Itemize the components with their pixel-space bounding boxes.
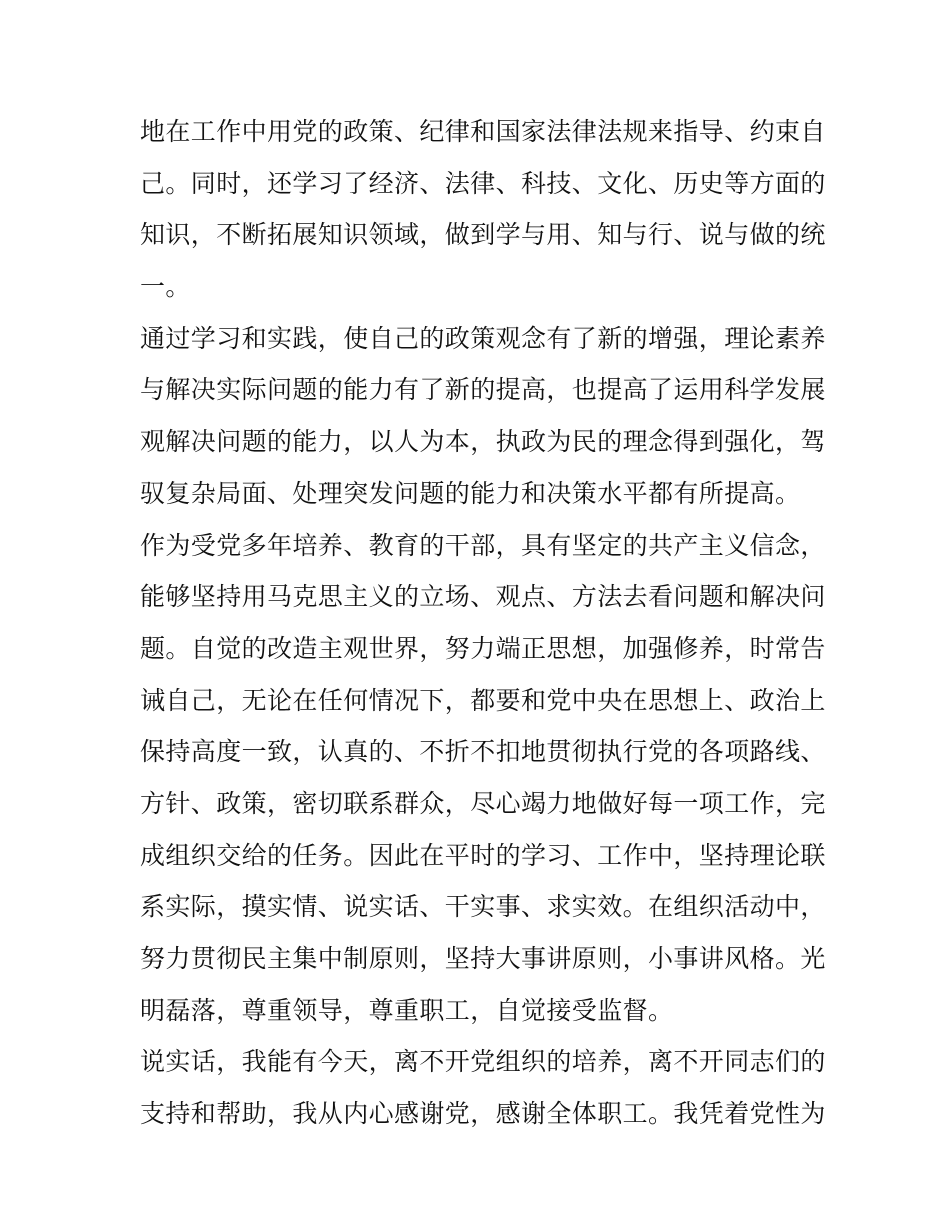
text-line: 知识，不断拓展知识领域，做到学与用、知与行、说与做的统 (140, 220, 826, 250)
paragraph-2 (140, 313, 826, 520)
text-line: 保持高度一致，认真的、不折不扣地贯彻执行党的各项路线、 (140, 737, 826, 767)
text-line: 能够坚持用马克思主义的立场、观点、方法去看问题和解决问 (140, 582, 826, 612)
paragraph-4 (140, 1036, 826, 1139)
text-line: 驭复杂局面、处理突发问题的能力和决策水平都有所提高。 (140, 478, 801, 508)
text-line: 明磊落，尊重领导，尊重职工，自觉接受监督。 (140, 995, 674, 1025)
text-line: 系实际，摸实情、说实话、干实事、求实效。在组织活动中， (140, 892, 826, 922)
text-line: 一。 (140, 272, 191, 302)
text-line: 努力贯彻民主集中制原则，坚持大事讲原则，小事讲风格。光 (140, 944, 826, 973)
text-line: 支持和帮助，我从内心感谢党，感谢全体职工。我凭着党性为 (140, 1099, 826, 1129)
paragraph-1 (140, 106, 826, 313)
text-line: 作为受党多年培养、教育的干部，具有坚定的共产主义信念， (140, 530, 826, 560)
text-line: 方针、政策，密切联系群众，尽心竭力地做好每一项工作，完 (140, 788, 826, 818)
text-line: 成组织交给的任务。因此在平时的学习、工作中，坚持理论联 (140, 840, 826, 870)
text-line: 说实话，我能有今天，离不开党组织的培养，离不开同志们的 (140, 1047, 826, 1077)
text-line: 地在工作中用党的政策、纪律和国家法律法规来指导、约束自 (140, 117, 826, 146)
text-line: 题。自觉的改造主观世界，努力端正思想，加强修养，时常告 (140, 633, 826, 663)
text-line: 观解决问题的能力，以人为本，执政为民的理念得到强化，驾 (140, 427, 826, 457)
text-line: 与解决实际问题的能力有了新的提高，也提高了运用科学发展 (140, 375, 826, 405)
text-line: 通过学习和实践，使自己的政策观念有了新的增强，理论素养 (140, 323, 826, 353)
paragraph-3 (140, 520, 826, 1037)
text-line: 诫自己，无论在任何情况下，都要和党中央在思想上、政治上 (140, 685, 826, 715)
text-line: 己。同时，还学习了经济、法律、科技、文化、历史等方面的 (140, 168, 826, 198)
document-body (140, 106, 826, 1140)
